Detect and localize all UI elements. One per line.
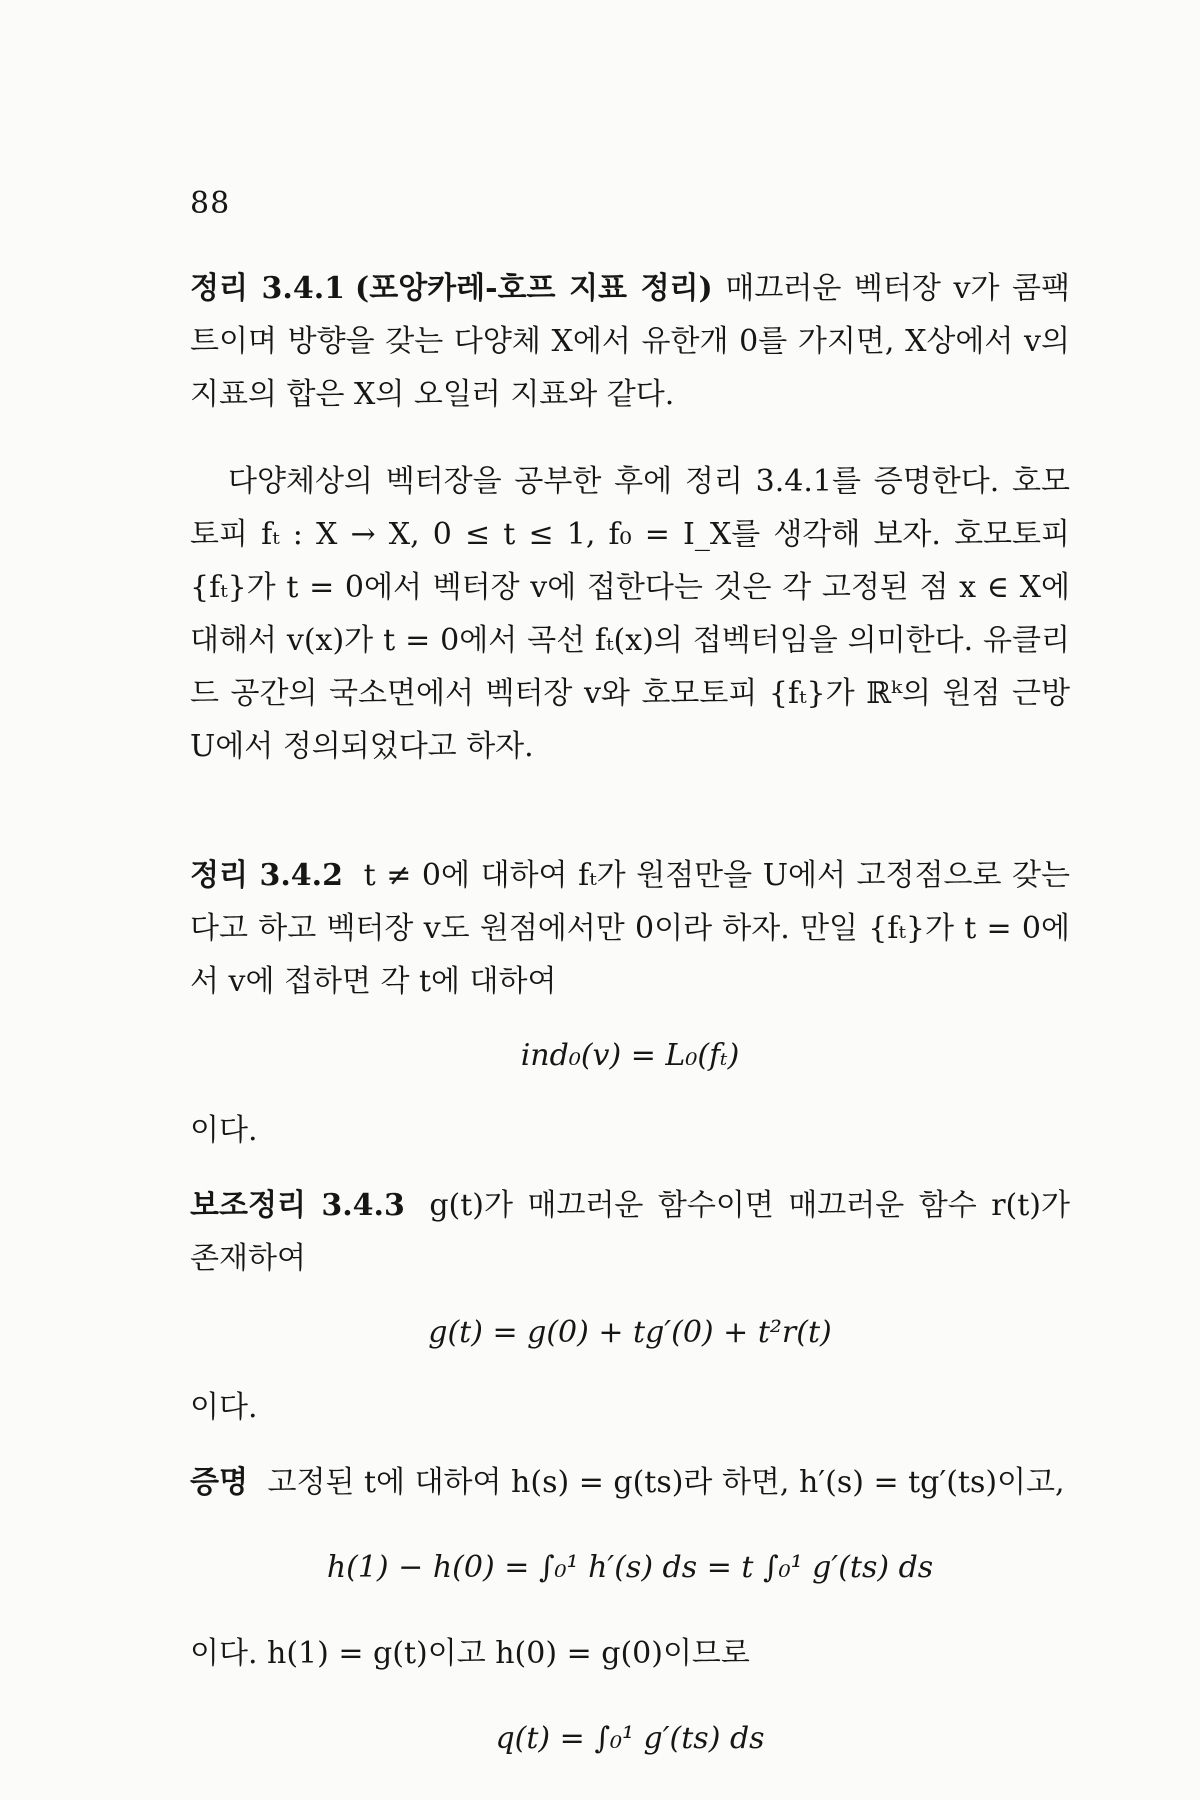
- lemma-3-4-3: [190, 1179, 1070, 1285]
- theorem-3-4-2-text: t ≠ 0에 대하여 fₜ가 원점만을 U에서 고정점으로 갖는다고 하고 벡터장 v도 원점에서만 0이라 하자. 만일 {fₜ}가 t = 0에서 v에 접하면 각 t에 대하여: [190, 858, 1070, 999]
- theorem-3-4-1-name: (포앙카레-호프 지표 정리): [355, 271, 713, 306]
- lemma-3-4-3-after: 이다.: [190, 1390, 258, 1425]
- page-number: 88: [190, 186, 231, 221]
- theorem-3-4-2-label: 정리 3.4.2: [190, 858, 343, 893]
- equation-index: ind₀(v) = L₀(fₜ): [520, 1038, 740, 1073]
- equation-integral-2: q(t) = ∫₀¹ g′(ts) ds: [495, 1721, 765, 1756]
- proof-middle: 이다. h(1) = g(t)이고 h(0) = g(0)이므로: [190, 1636, 750, 1671]
- theorem-3-4-2: [190, 849, 1070, 1008]
- page-content: [190, 262, 1070, 1798]
- lemma-3-4-3-label: 보조정리 3.4.3: [190, 1188, 405, 1223]
- paragraph-homotopy: 다양체상의 벡터장을 공부한 후에 정리 3.4.1를 증명한다. 호모토피 fₜ : X → X, 0 ≤ t ≤ 1, f₀ = I_X를 생각해 보자. 호모토피 {fₜ}가 t = 0에서 벡터장 v에 접한다는 것은 각 고정된 점 x ∈ X에 대해서 v(x)가 t = 0에서 곡선 fₜ(x)의 접벡터임을 의미한다. 유클리드 공간의 국소면에서 벡터장 v와 호모토피 {fₜ}가 ℝᵏ의 원점 근방 U에서 정의되었다고 하자.: [190, 464, 1070, 764]
- equation-integral-1: h(1) − h(0) = ∫₀¹ h′(s) ds = t ∫₀¹ g′(ts) ds: [326, 1550, 934, 1585]
- theorem-3-4-1-text: 매끄러운 벡터장 v가 콤팩트이며 방향을 갖는 다양체 X에서 유한개 0를 가지면, X상에서 v의 지표의 합은 X의 오일러 지표와 같다.: [190, 271, 1071, 412]
- theorem-3-4-2-after: 이다.: [190, 1113, 258, 1148]
- theorem-3-4-1: [190, 262, 1070, 421]
- proof: [190, 1456, 1070, 1509]
- lemma-3-4-3-text: g(t)가 매끄러운 함수이면 매끄러운 함수 r(t)가 존재하여: [190, 1188, 1070, 1276]
- proof-text: 고정된 t에 대하여 h(s) = g(ts)라 하면, h′(s) = tg′(ts)이고,: [267, 1465, 1065, 1500]
- theorem-3-4-1-label: 정리 3.4.1: [190, 271, 346, 306]
- equation-taylor: g(t) = g(0) + tg′(0) + t²r(t): [428, 1315, 832, 1350]
- proof-label: 증명: [190, 1465, 248, 1500]
